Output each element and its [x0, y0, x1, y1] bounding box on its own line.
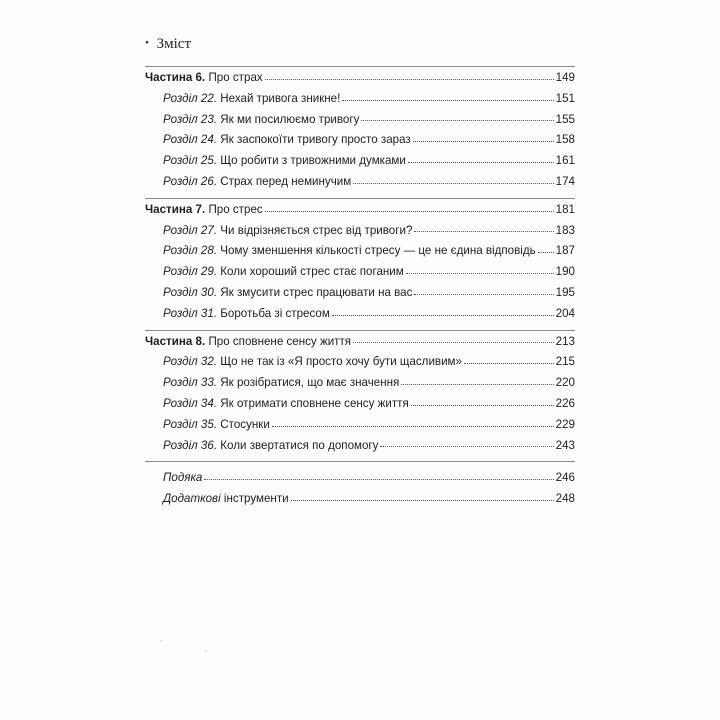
chapter-label: Розділ 28.: [163, 244, 218, 258]
page-number: 187: [555, 244, 575, 258]
chapter-title: Страх перед неминучим: [220, 174, 352, 188]
paper-speck: [160, 640, 162, 642]
dot-leader: [265, 210, 554, 212]
dot-leader: [414, 230, 553, 232]
chapter-label: Розділ 32.: [163, 355, 218, 369]
chapter-label: Розділ 23.: [163, 112, 218, 126]
dot-leader: [464, 362, 554, 364]
page-number: 181: [555, 202, 575, 216]
page-header: [145, 36, 191, 53]
page-number: 248: [555, 492, 575, 506]
toc-section-part-7: [145, 199, 575, 330]
table-of-contents: [145, 66, 575, 515]
dot-leader: [265, 78, 554, 80]
dot-leader: [361, 119, 553, 121]
toc-section-extras: [145, 467, 575, 515]
page-number: 190: [555, 265, 575, 279]
dot-leader: [353, 341, 554, 343]
chapter-label: Розділ 24.: [163, 133, 218, 147]
dot-leader: [401, 383, 553, 385]
toc-chapter-row[interactable]: [145, 110, 575, 131]
dot-leader: [411, 404, 554, 406]
chapter-title: Боротьба зі стресом: [220, 306, 330, 320]
page-number: 195: [555, 285, 575, 299]
dot-leader: [408, 161, 554, 163]
chapter-title: Коли хороший стрес стає поганим: [220, 265, 404, 279]
extra-label: Подяка: [163, 471, 203, 485]
header-title: Зміст: [156, 36, 191, 52]
chapter-title: Коли звертатися по допомогу: [220, 438, 379, 452]
dot-leader: [414, 293, 553, 295]
toc-chapter-row[interactable]: [145, 436, 575, 457]
dot-leader: [413, 140, 554, 142]
chapter-title: Що не так із «Я просто хочу бути щасливим»: [220, 355, 462, 369]
page-number: 226: [555, 396, 575, 410]
toc-chapter-row[interactable]: [145, 151, 575, 172]
chapter-label: Розділ 30.: [163, 285, 218, 299]
toc-chapter-row[interactable]: [145, 262, 575, 283]
dot-leader: [272, 425, 554, 427]
page-number: 161: [555, 154, 575, 168]
page-number: 229: [555, 417, 575, 431]
page-number: 213: [555, 334, 575, 348]
toc-extra-row-acknowledgements[interactable]: [145, 468, 575, 489]
chapter-label: Розділ 27.: [163, 223, 218, 237]
toc-chapter-row[interactable]: [145, 352, 575, 373]
chapter-title: Як ми посилюємо тривогу: [220, 112, 360, 126]
dot-leader: [204, 478, 553, 480]
part-label: Частина 8.: [145, 334, 206, 348]
extra-title: інструменти: [223, 492, 289, 506]
chapter-label: Розділ 26.: [163, 174, 218, 188]
part-title: Про страх: [208, 71, 263, 84]
page-number: 155: [555, 112, 575, 126]
chapter-title: Чому зменшення кількості стресу — це не єдина відповідь: [220, 244, 536, 258]
toc-part-row[interactable]: [145, 332, 575, 353]
page-number: 158: [555, 133, 575, 147]
toc-chapter-row[interactable]: [145, 130, 575, 151]
toc-chapter-row[interactable]: [145, 394, 575, 415]
dot-leader: [353, 182, 553, 184]
part-title: Про стрес: [208, 202, 263, 216]
page-number: 215: [555, 355, 575, 369]
chapter-title: Стосунки: [220, 417, 270, 431]
chapter-title: Нехай тривога зникне!: [220, 91, 341, 105]
dot-leader: [538, 251, 554, 253]
section-divider: [145, 461, 575, 462]
toc-extra-row-tools[interactable]: [145, 489, 575, 510]
chapter-title: Що робити з тривожними думками: [220, 154, 406, 168]
page-number: 243: [555, 438, 575, 452]
toc-chapter-row[interactable]: [145, 373, 575, 394]
dot-leader: [406, 272, 554, 274]
chapter-label: Розділ 34.: [163, 396, 218, 410]
chapter-title: Чи відрізняється стрес від тривоги?: [220, 223, 413, 237]
toc-part-row[interactable]: [145, 200, 575, 221]
dot-leader: [342, 99, 553, 101]
chapter-label: Розділ 29.: [163, 265, 218, 279]
extra-label: Додаткові: [163, 492, 221, 506]
header-bullet: •: [145, 37, 149, 49]
toc-chapter-row[interactable]: [145, 89, 575, 110]
toc-chapter-row[interactable]: [145, 304, 575, 325]
chapter-title: Як отримати сповнене сенсу життя: [220, 396, 409, 410]
toc-chapter-row[interactable]: [145, 283, 575, 304]
page-number: 174: [555, 174, 575, 188]
chapter-label: Розділ 25.: [163, 154, 218, 168]
page-number: 183: [555, 223, 575, 237]
page-number: 149: [555, 71, 575, 84]
chapter-label: Розділ 31.: [163, 306, 218, 320]
toc-chapter-row[interactable]: [145, 415, 575, 436]
toc-chapter-row[interactable]: [145, 241, 575, 262]
page-number: 246: [555, 471, 575, 485]
chapter-label: Розділ 33.: [163, 376, 218, 390]
page-number: 220: [555, 376, 575, 390]
chapter-label: Розділ 35.: [163, 417, 218, 431]
paper-speck: [205, 650, 207, 652]
chapter-title: Як розібратися, що має значення: [220, 376, 400, 390]
part-label: Частина 7.: [145, 202, 206, 216]
toc-chapter-row[interactable]: [145, 221, 575, 242]
chapter-title: Як заспокоїти тривогу просто зараз: [220, 133, 411, 147]
chapter-title: Як змусити стрес працювати на вас: [220, 285, 413, 299]
dot-leader: [380, 445, 553, 447]
page-number: 204: [555, 306, 575, 320]
page-number: 151: [555, 91, 575, 105]
dot-leader: [332, 314, 554, 316]
part-title: Про сповнене сенсу життя: [208, 334, 352, 348]
toc-part-row[interactable]: [145, 68, 575, 89]
toc-section-part-8: [145, 331, 575, 462]
toc-section-part-6: [145, 67, 575, 198]
dot-leader: [291, 499, 554, 501]
chapter-label: Розділ 22.: [163, 91, 218, 105]
chapter-label: Розділ 36.: [163, 438, 218, 452]
part-label: Частина 6.: [145, 71, 206, 84]
toc-chapter-row[interactable]: [145, 172, 575, 193]
